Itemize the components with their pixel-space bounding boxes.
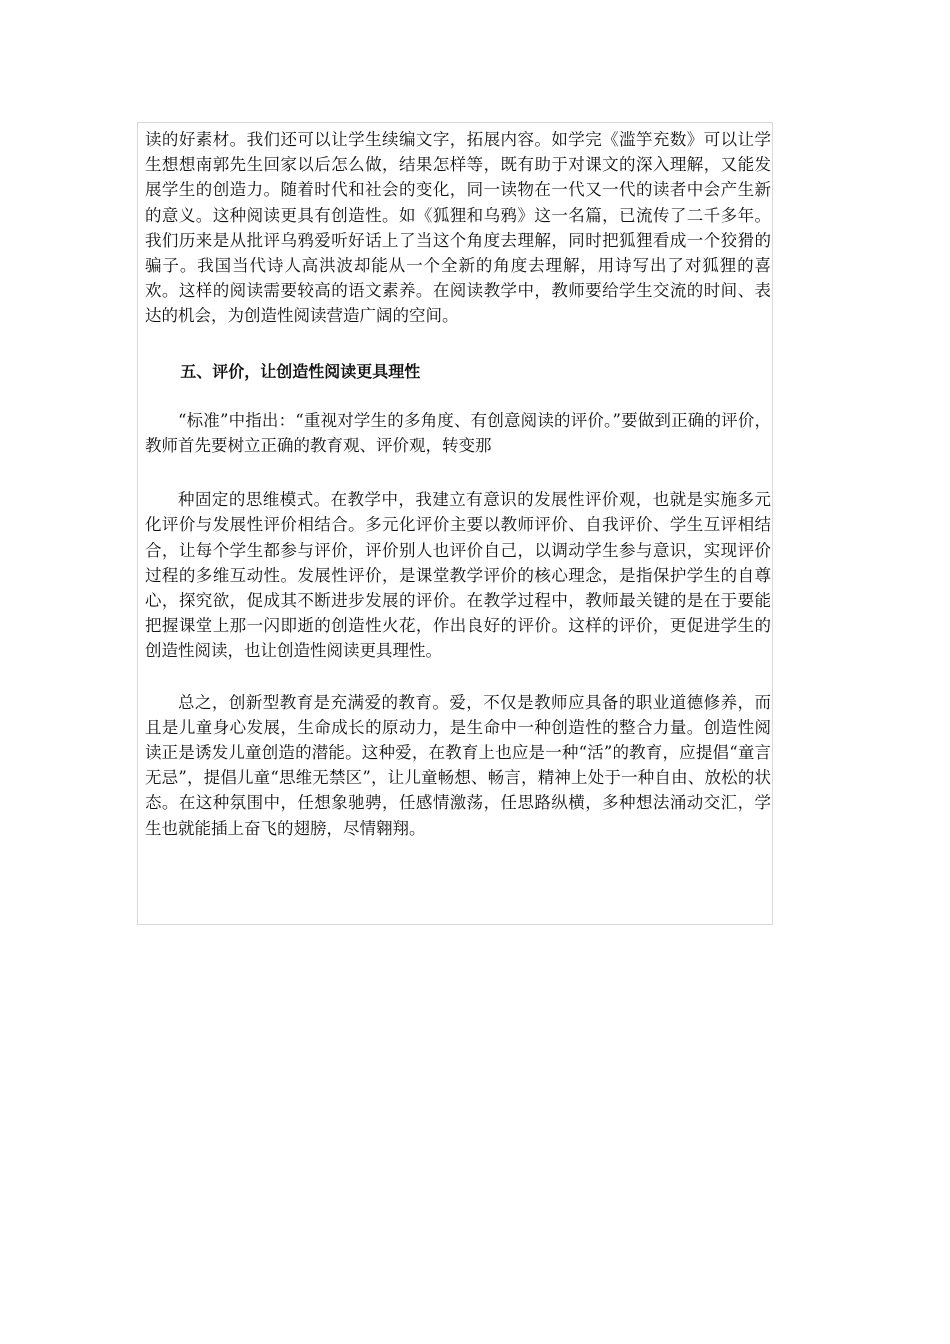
- paragraph-standard: “标准”中指出：“重视对学生的多角度、有创意阅读的评价。”要做到正确的评价，教师首先要树立正确的教育观、评价观，转变那: [145, 410, 771, 456]
- paragraph-intro: 读的好素材。我们还可以让学生续编文字，拓展内容。如学完《滥竽充数》可以让学生想想南郭先生回家以后怎么做，结果怎样等，既有助于对课文的深入理解，又能发展学生的创造力。随着时代和社会的变化，同一读物在一代又一代的读者中会产生新的意义。这种阅读更具有创造性。如《狐狸和乌鸦》这一名篇，已流传了二千多年。我们历来是从批评乌鸦爱听好话上了当这个角度去理解，同时把狐狸看成一个狡猾的骗子。我国当代诗人高洪波却能从一个全新的角度去理解，用诗写出了对狐狸的喜欢。这样的阅读需要较高的语文素养。在阅读教学中，教师要给学生交流的时间、表达的机会，为创造性阅读营造广阔的空间。: [145, 130, 771, 326]
- document-body: [145, 127, 771, 841]
- paragraph-evaluation: 种固定的思维模式。在教学中，我建立有意识的发展性评价观，也就是实施多元化评价与发展性评价相结合。多元化评价主要以教师评价、自我评价、学生互评相结合，让每个学生都参与评价，评价别人也评价自己，以调动学生参与意识，实现评价过程的多维互动性。发展性评价，是课堂教学评价的核心理念，是指保护学生的自尊心，探究欲，促成其不断进步发展的评价。在教学过程中，教师最关键的是在于要能把握课堂上那一闪即逝的创造性火花，作出良好的评价。这样的评价，更促进学生的创造性阅读，也让创造性阅读更具理性。: [145, 490, 771, 661]
- paragraph-conclusion: 总之，创新型教育是充满爱的教育。爱，不仅是教师应具备的职业道德修养，而且是儿童身心发展，生命成长的原动力，是生命中一种创造性的整合力量。创造性阅读正是诱发儿童创造的潜能。这种爱，在教育上也应是一种“活”的教育，应提倡“童言无忌”，提倡儿童“思维无禁区”，让儿童畅想、畅言，精神上处于一种自由、放松的状态。在这种氛围中，任想象驰骋，任感情激荡，任思路纵横，多种想法涌动交汇，学生也就能插上奋飞的翅膀，尽情翱翔。: [145, 692, 771, 838]
- section-heading: 五、评价，让创造性阅读更具理性: [180, 361, 421, 381]
